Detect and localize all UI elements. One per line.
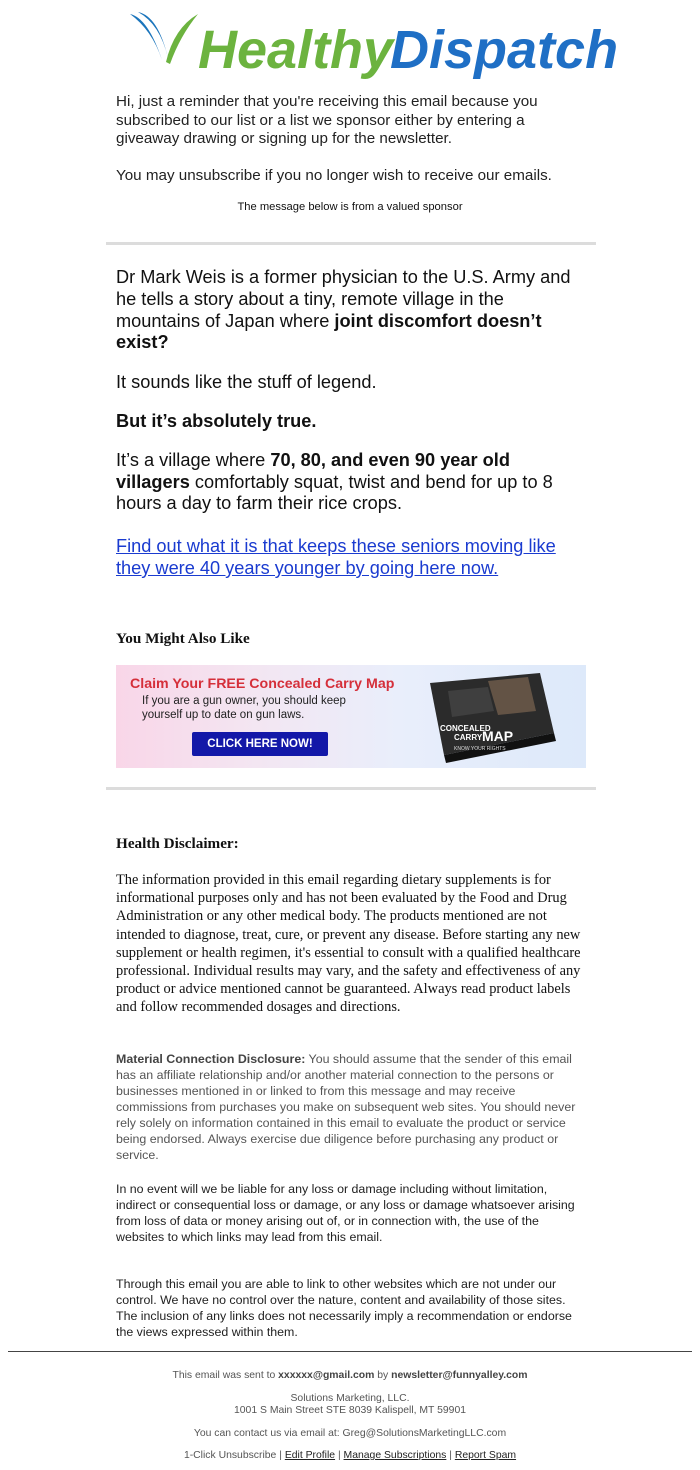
edit-profile-link[interactable]: Edit Profile: [284, 1450, 336, 1461]
footer-address: 1001 S Main Street STE 8039 Kalispell, MT 59901: [234, 1405, 466, 1416]
concealed-carry-banner[interactable]: [116, 665, 586, 768]
intro-unsubscribe-section: [116, 167, 586, 186]
story-paragraph-2: It sounds like the stuff of legend.: [116, 372, 377, 393]
story-p4-text-c: comfortably squat, twist and bend for up to 8 hours a day to farm their rice crops.: [116, 471, 553, 514]
footer-sender: newsletter@funnyalley.com: [391, 1370, 528, 1381]
book-line-3: MAP: [482, 728, 514, 744]
divider: [106, 242, 596, 245]
footer-sent-prefix: This email was sent to: [172, 1370, 279, 1381]
footer-sep: |: [335, 1450, 344, 1461]
material-label: Material Connection Disclosure:: [116, 1052, 306, 1066]
disclaimer-body: The information provided in this email regarding dietary supplements is for informational purposes only and has not been evaluated by the Food and Drug Administration or any other medical body. The products mentioned are not intended to diagnose, treat, cure, or prevent any disease. Before starting any new supplement or health regimen, it's essential to consult with a qualified healthcare professional. Individual results may vary, and the safety and effectiveness of any product or advice mentioned cannot be guaranteed. Always read product labels and follow recommended dosages and directions.: [116, 872, 581, 1016]
banner-subtitle: If you are a gun owner, you should keep yourself up to date on gun laws.: [142, 695, 346, 721]
logo-word-healthy: Healthy: [198, 20, 394, 80]
material-text: You should assume that the sender of this email has an affiliate relationship and/or another material connection to the persons or businesses mentioned in or linked to from this message and may receive commissions from purchases you make on subsequent web sites. You should never rely solely on information contained in this email to evaluate the product or service being endorsed. Always exercise due diligence before purchasing any product or service.: [116, 1052, 576, 1162]
footer-contact: You can contact us via email at: Greg@SolutionsMarketingLLC.com: [193, 1428, 507, 1439]
story-p4-text-a: It’s a village where: [116, 449, 271, 470]
intro-paragraph-2: You may unsubscribe if you no longer wish to receive our emails.: [116, 167, 552, 184]
also-like-heading: You Might Also Like: [116, 630, 250, 647]
story-section: [116, 267, 586, 580]
divider: [106, 787, 596, 790]
concealed-carry-map-book-image: [428, 671, 558, 757]
external-links-paragraph: Through this email you are able to link to other websites which are not under our control. We have no control over the nature, content and availability of those sites. The inclusion of any links does not necessarily imply a recommendation or endorse the views expressed within them.: [116, 1277, 572, 1339]
footer-recipient: xxxxxx@gmail.com: [278, 1370, 375, 1381]
book-line-4: KNOW YOUR RIGHTS: [454, 746, 506, 752]
logo-word-dispatch: Dispatch: [390, 20, 619, 80]
footer-sep: |: [446, 1450, 455, 1461]
disclaimer-title: Health Disclaimer:: [116, 835, 239, 852]
story-cta-link[interactable]: Find out what it is that keeps these seniors moving like they were 40 years younger by going here now.: [116, 536, 556, 578]
story-paragraph-1: [116, 267, 586, 354]
banner-click-button[interactable]: CLICK HERE NOW!: [192, 732, 328, 756]
footer-by: by: [374, 1370, 392, 1381]
report-spam-link[interactable]: Report Spam: [454, 1450, 517, 1461]
story-p4-bold: 70, 80, and even 90 year old villagers: [116, 449, 510, 492]
one-click-unsubscribe[interactable]: 1-Click Unsubscribe: [183, 1450, 277, 1461]
leaf-emblem-icon: [130, 12, 198, 64]
footer-divider: [8, 1351, 692, 1352]
story-link-paragraph: [116, 536, 586, 580]
footer-company: Solutions Marketing, LLC.: [290, 1393, 410, 1404]
footer-links: [0, 1450, 700, 1461]
story-paragraph-4: [116, 450, 586, 515]
liability-paragraph: In no event will we be liable for any loss or damage including without limitation, indirect or consequential loss or damage, or any loss or damage whatsoever arising from loss of data or money arising out of, or in connection with, the use of the websites to which links may lead from this email.: [116, 1182, 575, 1244]
story-p3-bold: But it’s absolutely true.: [116, 410, 317, 431]
footer-sent-line: [0, 1370, 700, 1381]
healthy-dispatch-logo: [128, 8, 619, 84]
material-connection-disclosure: [116, 1051, 586, 1163]
book-line-2: CARRY: [454, 733, 483, 742]
banner-title: Claim Your FREE Concealed Carry Map: [130, 676, 395, 692]
story-p1-text: Dr Mark Weis is a former physician to the U.S. Army and he tells a story about a tiny, remote village in the mountains of Japan where: [116, 267, 571, 331]
manage-subscriptions-link[interactable]: Manage Subscriptions: [343, 1450, 447, 1461]
story-p1-bold: joint discomfort doesn’t exist?: [116, 310, 542, 353]
sponsor-note: The message below is from a valued sponsor: [237, 201, 463, 213]
story-paragraph-3: [116, 411, 586, 433]
book-line-1: CONCEALED: [440, 724, 491, 733]
intro-paragraph-1: Hi, just a reminder that you're receiving this email because you subscribed to our list or a list we sponsor either by entering a giveaway drawing or signing up for the newsletter.: [116, 93, 538, 147]
intro-section: [116, 93, 586, 149]
footer-sep: |: [276, 1450, 285, 1461]
